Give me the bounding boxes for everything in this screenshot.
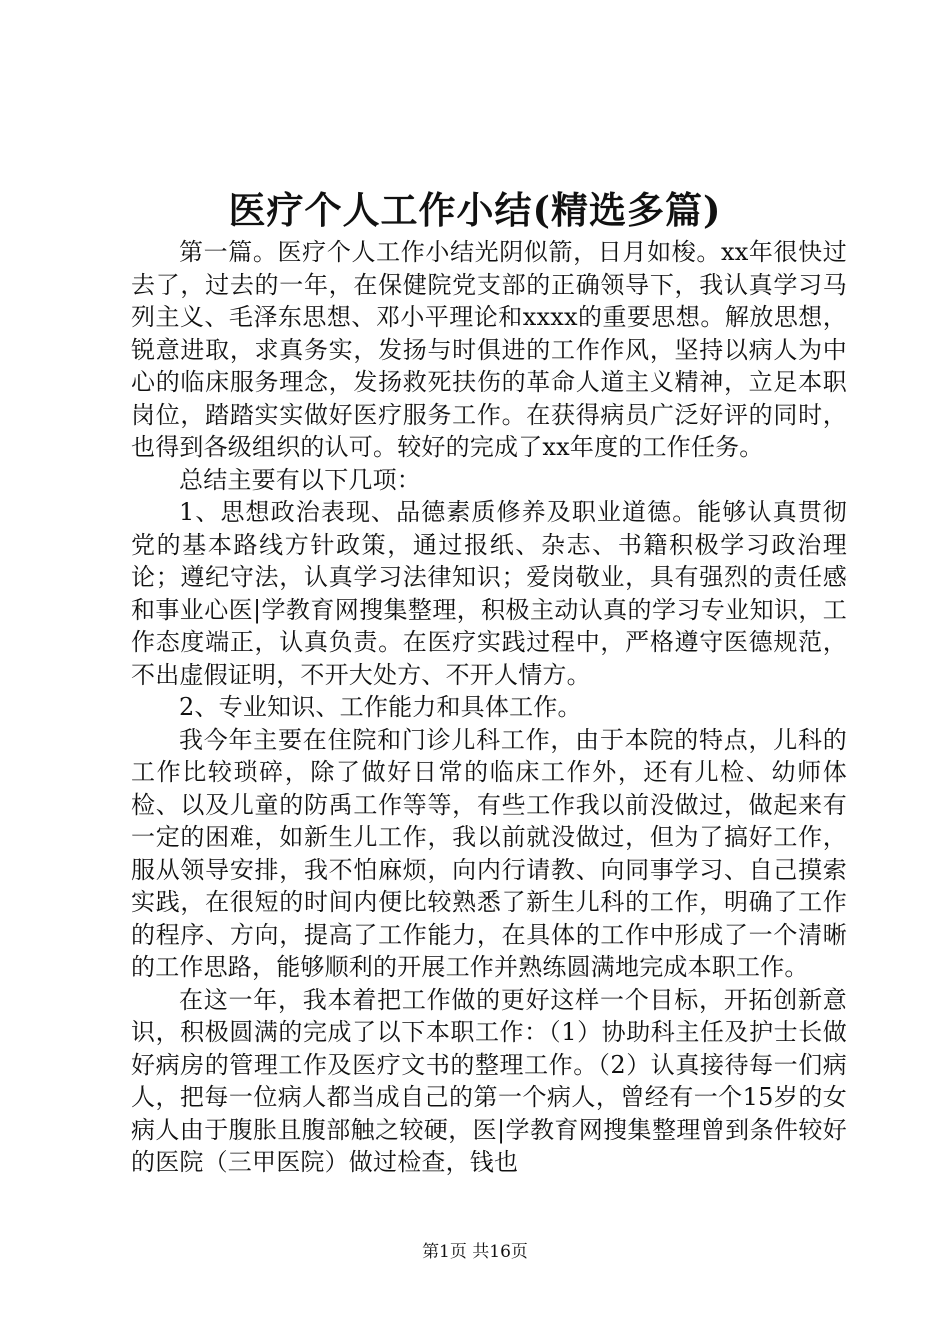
page-footer: 第1页 共16页 [422,1242,528,1262]
document-body [131,236,847,1179]
paragraph: 1、思想政治表现、品德素质修养及职业道德。能够认真贯彻党的基本路线方针政策，通过报纸、杂志、书籍积极学习政治理论；遵纪守法，认真学习法律知识；爱岗敬业，具有强烈的责任感和事业心医|学教育网搜集整理，积极主动认真的学习专业知识，工作态度端正，认真负责。在医疗实践过程中，严格遵守医德规范，不出虚假证明，不开大处方、不开人情方。 [131,498,847,689]
paragraph: 我今年主要在住院和门诊儿科工作，由于本院的特点，儿科的工作比较琐碎，除了做好日常的临床工作外，还有儿检、幼师体检、以及儿童的防禹工作等等，有些工作我以前没做过，做起来有一定的困难，如新生儿工作，我以前就没做过，但为了搞好工作，服从领导安排，我不怕麻烦，向内行请教、向同事学习、自己摸索实践，在很短的时间内便比较熟悉了新生儿科的工作，明确了工作的程序、方向，提高了工作能力，在具体的工作中形成了一个清晰的工作思路，能够顺利的开展工作并熟练圆满地完成本职工作。 [131,725,847,981]
paragraph: 第一篇。医疗个人工作小结光阴似箭，日月如梭。xx年很快过去了，过去的一年，在保健院党支部的正确领导下，我认真学习马列主义、毛泽东思想、邓小平理论和xxxx的重要思想。解放思想，锐意进取，求真务实，发扬与时俱进的工作作风，坚持以病人为中心的临床服务理念，发扬救死扶伤的革命人道主义精神，立足本职岗位，踏踏实实做好医疗服务工作。在获得病员广泛好评的同时，也得到各级组织的认可。较好的完成了xx年度的工作任务。 [131,238,847,461]
paragraph: 在这一年，我本着把工作做的更好这样一个目标，开拓创新意识，积极圆满的完成了以下本职工作：（1）协助科主任及护士长做好病房的管理工作及医疗文书的整理工作。（2）认真接待每一们病人，把每一位病人都当成自己的第一个病人，曾经有一个15岁的女病人由于腹胀且腹部触之较硬，医|学教育网搜集整理曾到条件较好的医院（三甲医院）做过检查，钱也 [131,985,847,1176]
paragraph: 总结主要有以下几项： [179,465,421,494]
paragraph: 2、专业知识、工作能力和具体工作。 [179,693,582,721]
document-title: 医疗个人工作小结(精选多篇) [228,188,722,232]
